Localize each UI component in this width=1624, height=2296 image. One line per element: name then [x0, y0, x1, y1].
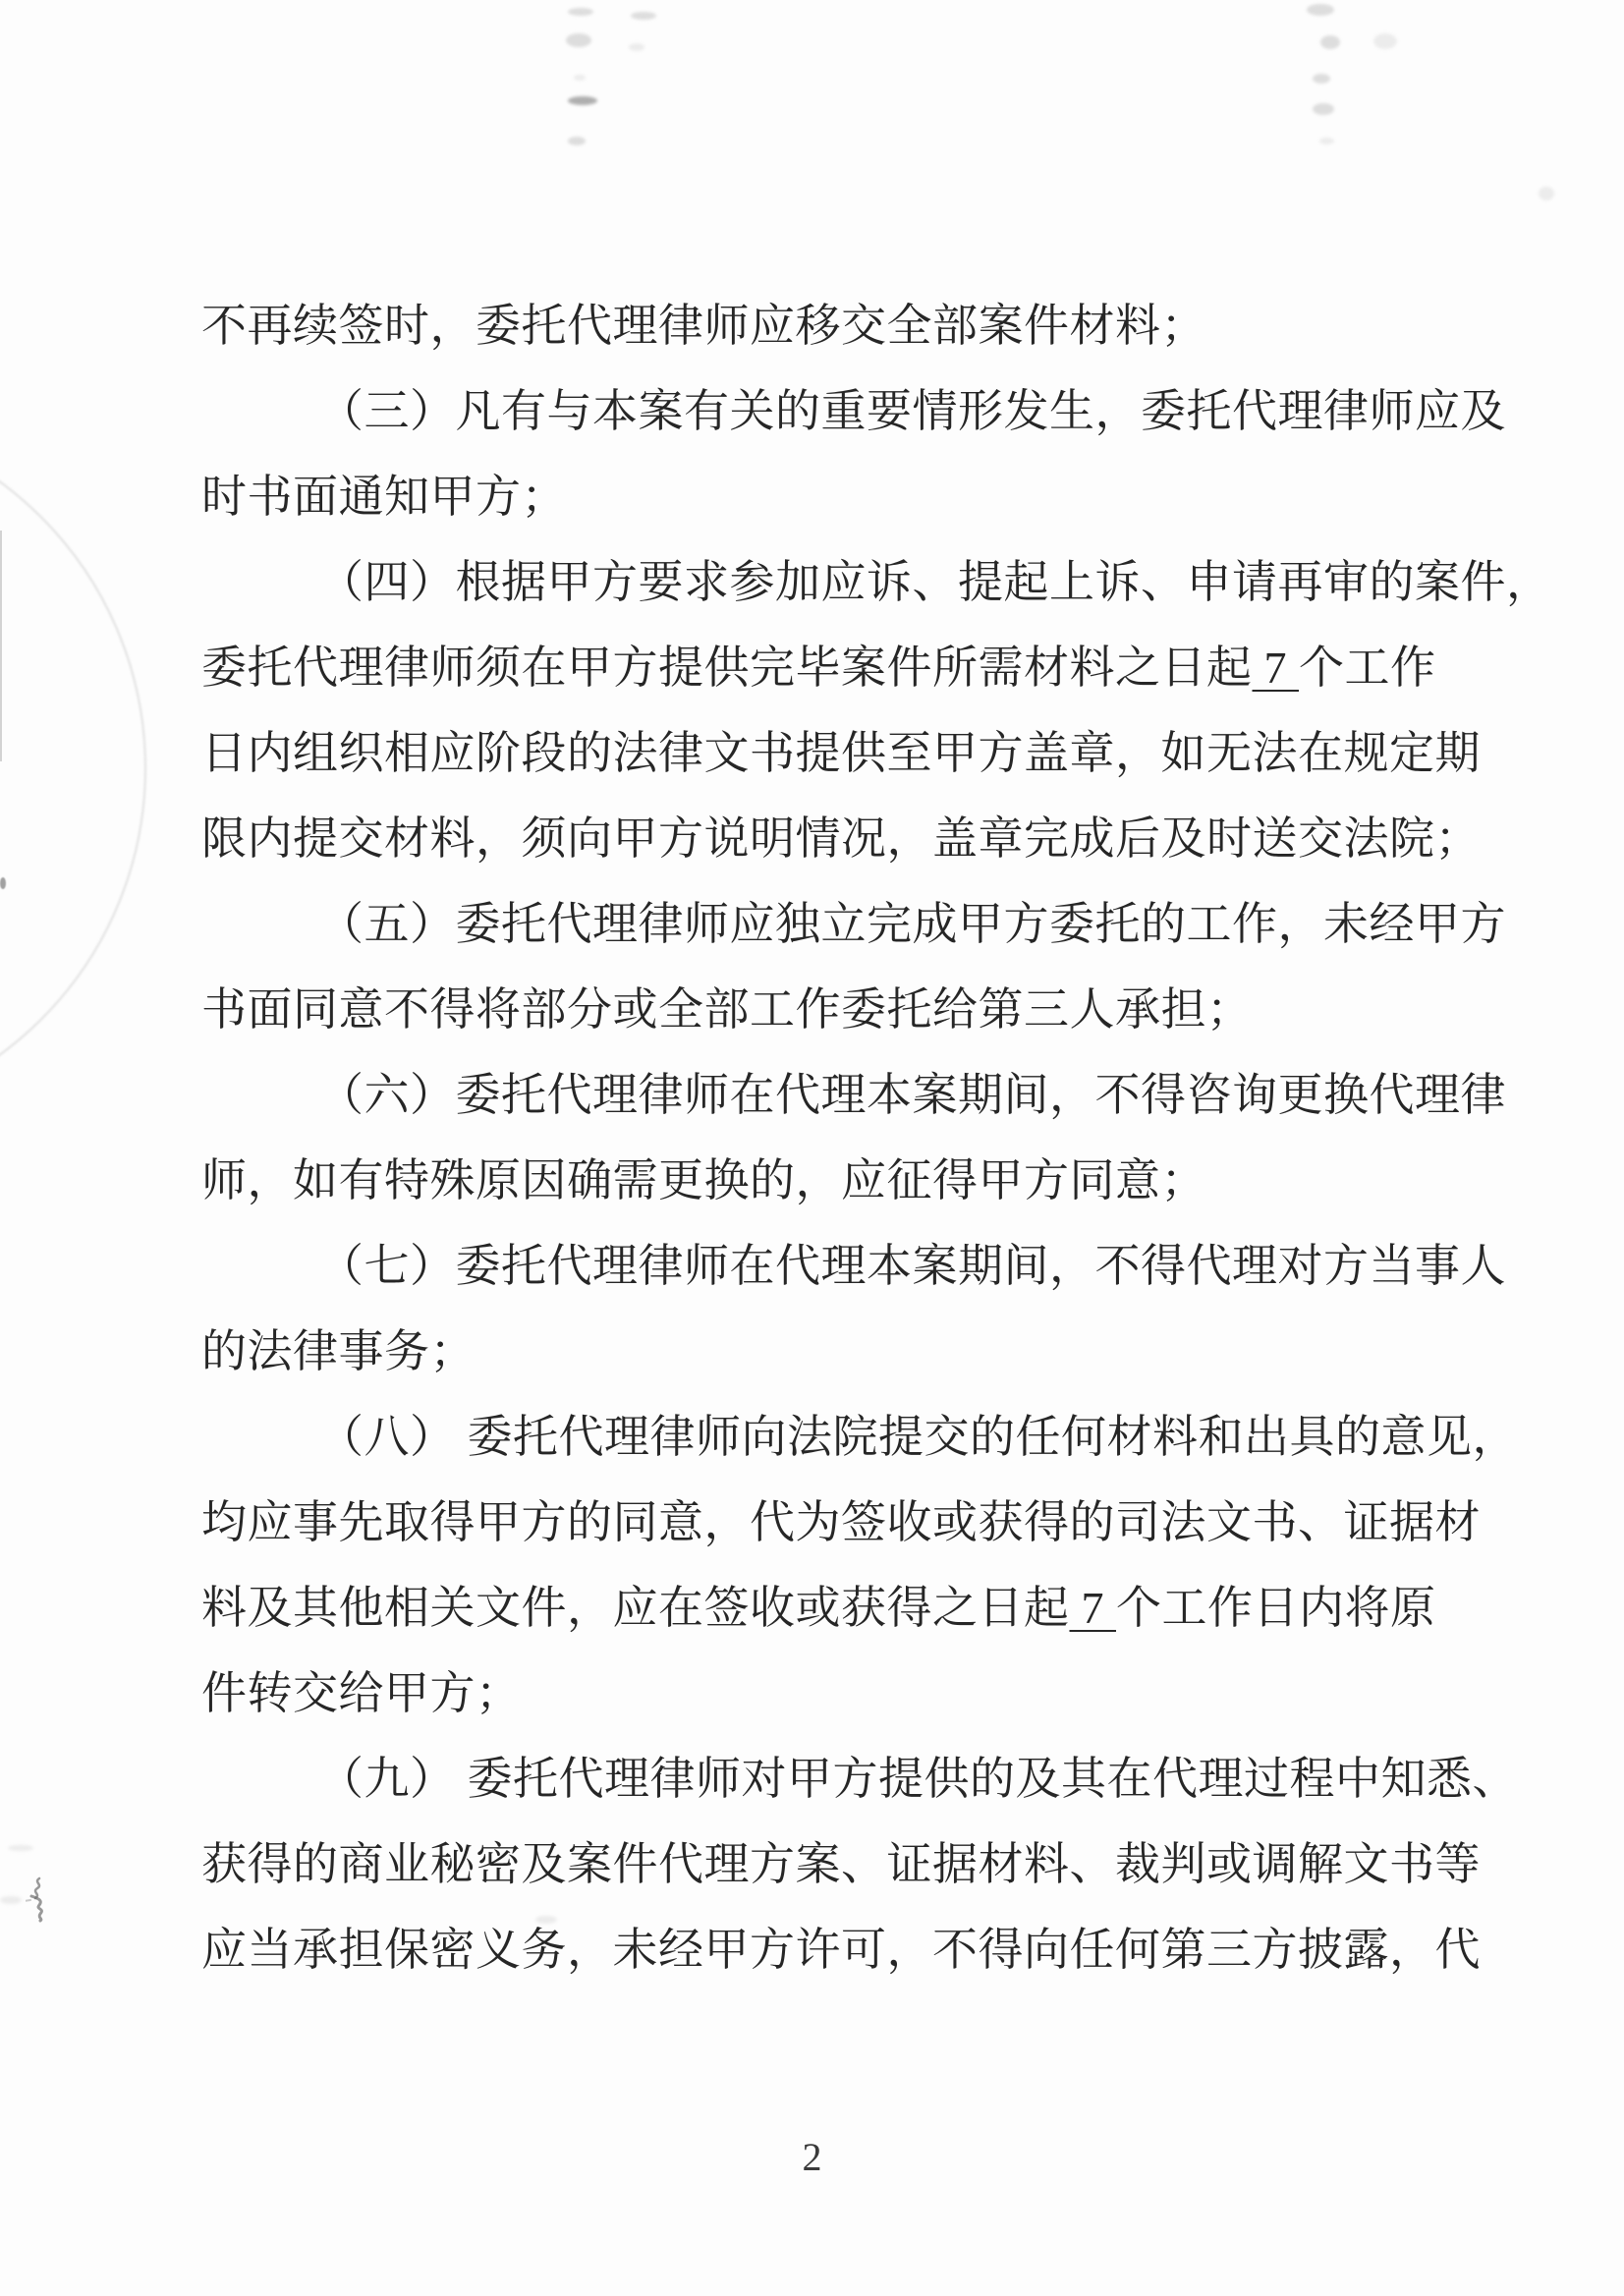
ink-bleed-mark	[1307, 4, 1334, 16]
text-segment: （八） 委托代理律师向法院提交的任何材料和出具的意见，	[318, 1412, 1518, 1462]
text-segment: 料及其他相关文件，应在签收或获得之日起	[201, 1583, 1070, 1633]
text-segment: 均应事先取得甲方的同意，代为签收或获得的司法文书、证据材	[201, 1497, 1481, 1547]
text-line	[201, 1651, 1479, 1736]
ink-bleed-mark	[568, 137, 586, 145]
text-line	[201, 1736, 1518, 1821]
text-line	[201, 368, 1506, 454]
text-line	[201, 1565, 1479, 1651]
ink-bleed-mark	[1313, 74, 1330, 84]
text-segment: （四）根据甲方要求参加应诉、提起上诉、申请再审的案件，	[318, 557, 1552, 607]
text-segment: 获得的商业秘密及案件代理方案、证据材料、裁判或调解文书等	[201, 1839, 1481, 1889]
text-segment: 时书面通知甲方；	[201, 472, 567, 522]
text-segment: （九） 委托代理律师对甲方提供的及其在代理过程中知悉、	[318, 1754, 1518, 1804]
text-line	[201, 1309, 1479, 1394]
ink-bleed-mark	[568, 96, 597, 105]
text-segment: 不再续签时，委托代理律师应移交全部案件材料；	[201, 301, 1206, 351]
text-segment: （五）委托代理律师应独立完成甲方委托的工作，未经甲方	[318, 899, 1506, 949]
text-line	[201, 710, 1479, 796]
text-line	[201, 796, 1479, 881]
text-line	[201, 881, 1506, 967]
ink-bleed-mark	[1539, 187, 1554, 200]
ink-bleed-mark	[1373, 33, 1397, 49]
ink-bleed-mark	[631, 12, 656, 20]
text-line	[201, 539, 1552, 625]
ink-bleed-mark	[574, 75, 586, 81]
ink-bleed-mark	[1313, 103, 1334, 115]
document-body	[201, 283, 1552, 1992]
text-segment: 师，如有特殊原因确需更换的，应征得甲方同意；	[201, 1155, 1206, 1205]
text-segment: 日内组织相应阶段的法律文书提供至甲方盖章，如无法在规定期	[201, 728, 1481, 778]
stamp-ghost-arc	[0, 413, 146, 1124]
ink-bleed-mark	[566, 33, 591, 47]
text-segment: （三）凡有与本案有关的重要情形发生，委托代理律师应及	[318, 386, 1506, 436]
text-segment: 限内提交材料，须向甲方说明情况，盖章完成后及时送交法院；	[201, 813, 1481, 864]
text-segment: 委托代理律师须在甲方提供完毕案件所需材料之日起	[201, 643, 1253, 693]
page-number: 2	[802, 2135, 822, 2179]
text-segment: 个工作	[1299, 643, 1436, 693]
ink-bleed-mark	[0, 1896, 22, 1904]
ink-bleed-mark	[568, 8, 593, 16]
underlined-value: 7	[1252, 643, 1299, 693]
text-segment: 个工作日内将原	[1116, 1583, 1436, 1633]
text-line	[201, 1394, 1518, 1480]
text-line	[201, 1223, 1506, 1309]
text-line	[201, 967, 1479, 1052]
text-segment: 书面同意不得将部分或全部工作委托给第三人承担；	[201, 984, 1253, 1035]
text-line	[201, 1907, 1479, 1992]
ink-bleed-mark	[8, 1845, 33, 1851]
text-line	[201, 454, 1479, 539]
text-line	[201, 1138, 1479, 1223]
text-segment: 应当承担保密义务，未经甲方许可，不得向任何第三方披露，代	[201, 1925, 1481, 1975]
text-line	[201, 1052, 1506, 1138]
text-line	[201, 625, 1479, 710]
text-segment: （六）委托代理律师在代理本案期间，不得咨询更换代理律	[318, 1070, 1506, 1120]
text-line	[201, 1821, 1479, 1907]
text-segment: 的法律事务；	[201, 1326, 476, 1376]
text-line	[201, 283, 1479, 368]
ink-scribble	[26, 1875, 53, 1924]
text-segment: （七）委托代理律师在代理本案期间，不得代理对方当事人	[318, 1241, 1506, 1291]
underlined-value: 7	[1069, 1583, 1116, 1633]
ink-bleed-mark	[629, 43, 644, 51]
ink-bleed-mark	[1320, 35, 1340, 49]
ink-bleed-mark	[1319, 138, 1334, 144]
ink-dot	[0, 877, 6, 889]
text-segment: 件转交给甲方；	[201, 1668, 522, 1718]
text-line	[201, 1480, 1479, 1565]
